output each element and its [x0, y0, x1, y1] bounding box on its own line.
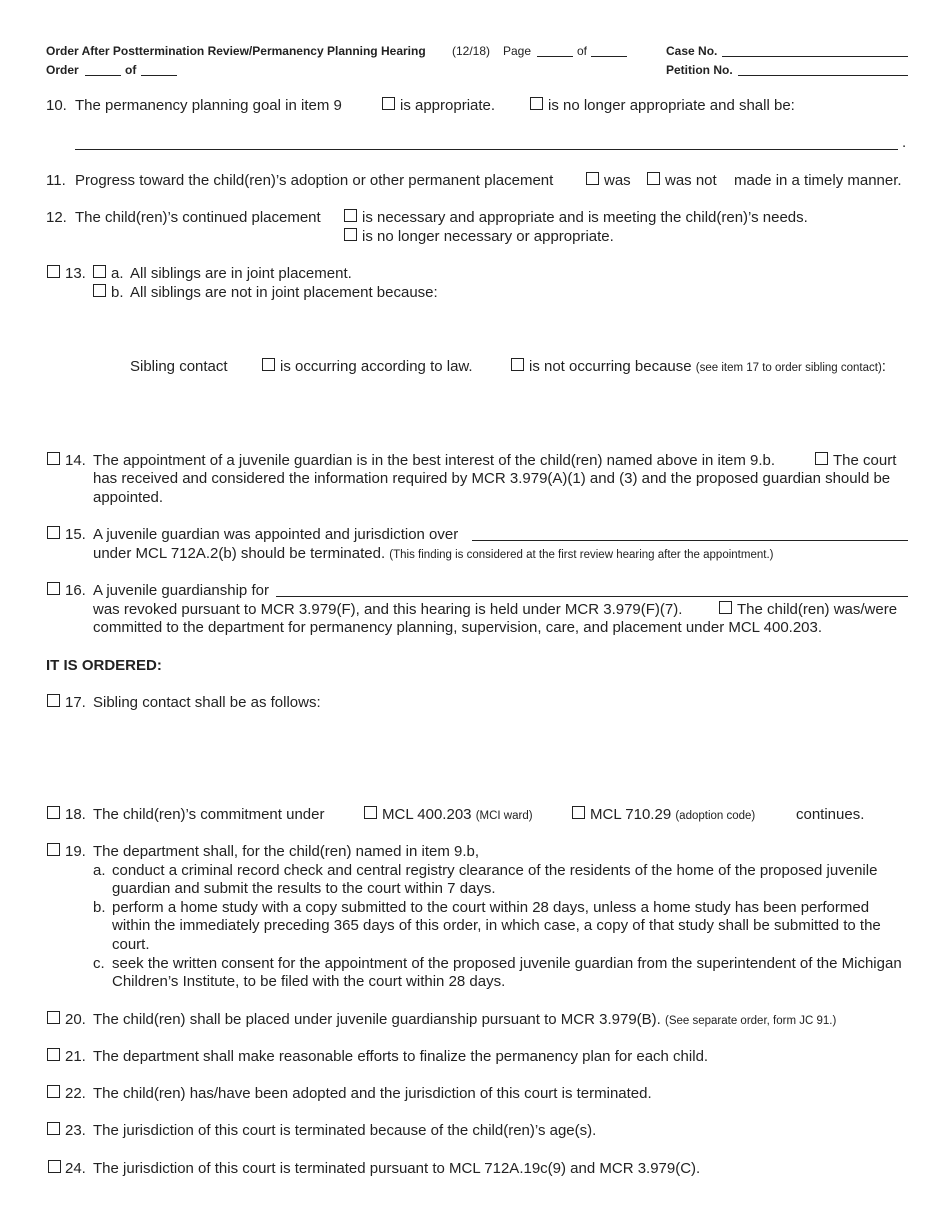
- child-committed-checkbox[interactable]: [719, 601, 732, 614]
- item-number: 16.: [65, 582, 86, 599]
- item-text: The child(ren)’s commitment under: [93, 806, 325, 823]
- sub-label: b.: [111, 284, 124, 301]
- case-no-field[interactable]: [722, 56, 908, 57]
- item-text: The jurisdiction of this court is terminated pursuant to MCL 712A.19c(9) and MCR 3.979(C).: [93, 1160, 701, 1177]
- item-number: 13.: [65, 265, 86, 282]
- checkbox-label: is appropriate.: [400, 97, 496, 114]
- item-text: A juvenile guardianship for: [93, 582, 269, 599]
- sub-text: within the immediately preceding 365 days of this order, in which case, a copy of that study shall be submitted to the: [112, 917, 881, 934]
- progress-was-checkbox[interactable]: [586, 172, 599, 185]
- item-text: [93, 1011, 836, 1028]
- item-text: The department shall, for the child(ren) named in item 9.b,: [93, 843, 480, 860]
- item-16-checkbox[interactable]: [47, 582, 60, 595]
- placement-not-necessary-checkbox[interactable]: [344, 228, 357, 241]
- item-15-checkbox[interactable]: [47, 526, 60, 539]
- item-17-checkbox[interactable]: [47, 694, 60, 707]
- contact-occurring-checkbox[interactable]: [262, 358, 275, 371]
- item-text: The jurisdiction of this court is terminated because of the child(ren)’s age(s).: [93, 1122, 597, 1139]
- checkbox-label: The court: [833, 452, 897, 469]
- item-19-checkbox[interactable]: [47, 843, 60, 856]
- sub-text: perform a home study with a copy submitted to the court within 28 days, unless a home study has been performed: [112, 899, 870, 916]
- mcl-710-29-checkbox[interactable]: [572, 806, 585, 819]
- checkbox-label: [529, 358, 886, 375]
- item-text: [93, 545, 773, 562]
- checkbox-label: All siblings are in joint placement.: [130, 265, 352, 282]
- sub-text: court.: [112, 936, 150, 953]
- item-number: 20.: [65, 1011, 86, 1028]
- item-text-main: under MCL 712A.2(b) should be terminated.: [93, 545, 386, 562]
- placement-necessary-checkbox[interactable]: [344, 209, 357, 222]
- checkbox-note: (adoption code): [675, 810, 756, 822]
- item-text: The appointment of a juvenile guardian is in the best interest of the child(ren) named above in item 9.b.: [93, 452, 776, 469]
- checkbox-label: is occurring according to law.: [280, 358, 473, 375]
- item-23-checkbox[interactable]: [47, 1122, 60, 1135]
- item-18-checkbox[interactable]: [47, 806, 60, 819]
- item-number: 10.: [46, 97, 67, 114]
- item-text-tail: made in a timely manner.: [734, 172, 902, 189]
- checkbox-label: is no longer appropriate and shall be:: [548, 97, 795, 114]
- item-text: has received and considered the information required by MCR 3.979(A)(1) and (3) and the proposed guardian should be: [93, 470, 891, 487]
- sub-text: guardian and submit the results to the court within 7 days.: [112, 880, 496, 897]
- page-label: Page: [503, 44, 532, 58]
- form-revision: (12/18): [452, 44, 491, 58]
- checkbox-label-text: MCL 400.203: [382, 806, 472, 823]
- page-total-field[interactable]: [591, 56, 627, 57]
- page-number-field[interactable]: [537, 56, 573, 57]
- checkbox-label: is necessary and appropriate and is meeting the child(ren)’s needs.: [362, 209, 808, 226]
- item-note: (See separate order, form JC 91.): [665, 1015, 837, 1027]
- item-text: Sibling contact shall be as follows:: [93, 694, 321, 711]
- progress-was-not-checkbox[interactable]: [647, 172, 660, 185]
- item-number: 12.: [46, 209, 67, 226]
- case-no-label: Case No.: [666, 44, 718, 58]
- item-number: 11.: [46, 172, 66, 189]
- siblings-joint-checkbox[interactable]: [93, 265, 106, 278]
- item-note: (This finding is considered at the first review hearing after the appointment.): [389, 549, 774, 561]
- item-number: 19.: [65, 843, 86, 860]
- item-number: 18.: [65, 806, 86, 823]
- petition-no-label: Petition No.: [666, 63, 733, 77]
- petition-no-field[interactable]: [738, 75, 908, 76]
- order-total-field[interactable]: [141, 75, 177, 76]
- sibling-contact-label: Sibling contact: [130, 358, 228, 375]
- ordered-heading: IT IS ORDERED:: [46, 657, 162, 674]
- item-text: A juvenile guardian was appointed and jurisdiction over: [93, 526, 459, 543]
- item-text-main: The child(ren) shall be placed under juvenile guardianship pursuant to MCR 3.979(B).: [93, 1011, 661, 1028]
- item-text: committed to the department for permanency planning, supervision, care, and placement under MCL 400.203.: [93, 619, 823, 636]
- checkbox-note: (MCI ward): [475, 810, 533, 822]
- item-number: 17.: [65, 694, 86, 711]
- item-number: 15.: [65, 526, 86, 543]
- item-text: The child(ren)’s continued placement: [75, 209, 321, 226]
- item-13-checkbox[interactable]: [47, 265, 60, 278]
- item-text: appointed.: [93, 489, 164, 506]
- item-number: 22.: [65, 1085, 86, 1102]
- checkbox-label: The child(ren) was/were: [737, 601, 898, 618]
- item-text: Progress toward the child(ren)’s adoption or other permanent placement: [75, 172, 554, 189]
- court-considered-checkbox[interactable]: [815, 452, 828, 465]
- checkbox-label-text: is not occurring because: [529, 358, 692, 375]
- order-number-field[interactable]: [85, 75, 121, 76]
- contact-not-occurring-checkbox[interactable]: [511, 358, 524, 371]
- siblings-not-joint-checkbox[interactable]: [93, 284, 106, 297]
- item-24-checkbox[interactable]: [48, 1160, 61, 1173]
- form-title: Order After Posttermination Review/Permanency Planning Hearing: [46, 44, 426, 58]
- page-of-label: of: [577, 44, 588, 58]
- item-14-checkbox[interactable]: [47, 452, 60, 465]
- item-20-checkbox[interactable]: [47, 1011, 60, 1024]
- guardianship-for-field[interactable]: [276, 596, 908, 597]
- item-text: The permanency planning goal in item 9: [75, 97, 342, 114]
- goal-appropriate-checkbox[interactable]: [382, 97, 395, 110]
- sub-text: seek the written consent for the appointment of the proposed juvenile guardian from the superintendent of the Michigan: [112, 955, 902, 972]
- sub-text: conduct a criminal record check and central registry clearance of the residents of the home of the proposed juvenile: [112, 862, 878, 879]
- checkbox-label-text: MCL 710.29: [590, 806, 672, 823]
- jurisdiction-over-field[interactable]: [472, 540, 908, 541]
- goal-not-appropriate-checkbox[interactable]: [530, 97, 543, 110]
- item-22-checkbox[interactable]: [47, 1085, 60, 1098]
- item-text: The child(ren) has/have been adopted and the jurisdiction of this court is terminated.: [93, 1085, 652, 1102]
- sub-label: b.: [93, 899, 106, 916]
- sub-label: a.: [93, 862, 106, 879]
- item-number: 23.: [65, 1122, 86, 1139]
- checkbox-label: [590, 806, 755, 823]
- sub-label: a.: [111, 265, 124, 282]
- sub-label: c.: [93, 955, 105, 972]
- item-21-checkbox[interactable]: [47, 1048, 60, 1061]
- item-number: 21.: [65, 1048, 86, 1065]
- sub-text: Children’s Institute, to be filed with the court within 28 days.: [112, 973, 506, 990]
- checkbox-label: was: [604, 172, 631, 189]
- item-text: The department shall make reasonable efforts to finalize the permanency plan for each child.: [93, 1048, 709, 1065]
- item-text-tail: continues.: [796, 806, 865, 823]
- checkbox-label: [382, 806, 533, 823]
- new-goal-field[interactable]: [75, 149, 898, 150]
- period: .: [902, 134, 907, 151]
- checkbox-label: is no longer necessary or appropriate.: [362, 228, 614, 245]
- checkbox-note: (see item 17 to order sibling contact): [695, 362, 882, 374]
- order-of-label: of: [125, 63, 137, 77]
- mcl-400-203-checkbox[interactable]: [364, 806, 377, 819]
- checkbox-label: was not: [665, 172, 717, 189]
- item-number: 24.: [65, 1160, 86, 1177]
- colon: :: [881, 358, 886, 375]
- item-text: was revoked pursuant to MCR 3.979(F), and this hearing is held under MCR 3.979(F)(7).: [93, 601, 683, 618]
- order-label: Order: [46, 63, 79, 77]
- checkbox-label: All siblings are not in joint placement because:: [130, 284, 438, 301]
- item-number: 14.: [65, 452, 86, 469]
